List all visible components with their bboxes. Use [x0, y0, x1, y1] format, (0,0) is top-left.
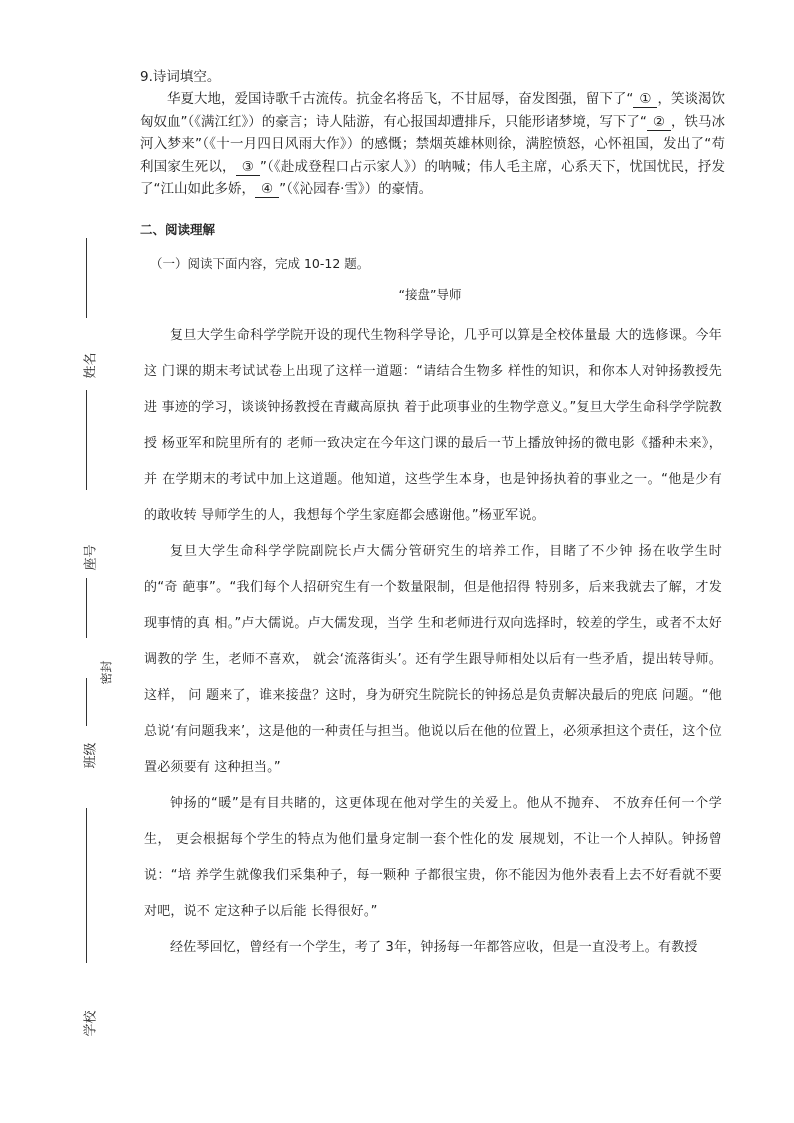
- binding-line-1: [86, 238, 87, 318]
- blank-1[interactable]: ①: [633, 91, 657, 108]
- q9-text-part-1: 华夏大地，爱国诗歌千古流传。抗金名将岳飞，不甘屈辱，奋发图强，留下了“: [167, 91, 634, 107]
- binding-line-3: [86, 578, 87, 638]
- article-body: [144, 318, 722, 966]
- school-label: 学校: [83, 1010, 99, 1037]
- question-9-heading: 9.诗词填空。: [140, 69, 221, 85]
- q9-text-part-3: ，铁马冰河入梦来”（《十一月四日风雨大作》）的感慨；禁烟英雄林则徐，满腔愤怒，心怀祖国，发出了“苟利国家生死以，: [140, 113, 725, 175]
- seat-label: 座号: [83, 544, 99, 571]
- q9-text-part-4: ”（《赴成登程口占示家人》）的呐喊；伟人毛主席，心系天下，忧国忧民，抒发了“江山如此多娇，: [140, 158, 726, 197]
- name-label: 姓名: [83, 352, 99, 379]
- article-paragraph: 经佐琴回忆，曾经有一个学生，考了 3年，钟扬每一年都答应收，但是一直没考上。有教授: [170, 940, 698, 955]
- blank-4[interactable]: ④: [255, 181, 279, 198]
- binding-line-4: [86, 678, 87, 726]
- class-label: 班级: [83, 742, 99, 769]
- q9-text-part-2: ，笑谈渴饮匈奴血”（《满江红》）的豪言；诗人陆游，有心报国却遭排斥，只能形诸梦境，写下了“: [140, 91, 726, 130]
- blank-2[interactable]: ②: [647, 114, 671, 131]
- binding-line-2: [86, 390, 87, 490]
- binding-margin: [0, 0, 130, 1123]
- article-title: “接盘”导师: [398, 287, 462, 302]
- sub-section-heading: （一）阅读下面内容，完成 10-12 题。: [150, 256, 370, 271]
- q9-text-part-5: ”（《沁园春·雪》）的豪情。: [279, 181, 433, 197]
- article-paragraph: 复旦大学生命科学学院开设的现代生物科学导论，几乎可以算是全校体量最 大的选修课。今年这 门课的期末考试试卷上出现了这样一道题：“请结合生物多 样性的知识，和你本人对钟扬教授先进 事迹的学习，谈谈钟扬教授在青藏高原执 着于此项事业的生物学意义。”复旦大学生命科学学院教授 杨亚军和院里所有的 老师一致决定在今年这门课的最后一节上播放钟扬的微电影《播种未来》，并 在学期末的考试中加上这道题。他知道，这些学生本身，也是钟扬执着的事业之一。“他是少有的敢收转 导师学生的人，我想每个学生家庭都会感谢他。”杨亚军说。: [144, 328, 722, 523]
- section-heading: 二、阅读理解: [140, 222, 216, 237]
- blank-3[interactable]: ③: [236, 159, 260, 176]
- binding-line-5: [86, 808, 87, 963]
- seal-text: 密封: [99, 660, 114, 685]
- question-9: [140, 66, 725, 201]
- question-9-text: [140, 88, 725, 201]
- article-paragraph: 复旦大学生命科学学院副院长卢大儒分管研究生的培养工作，目睹了不少钟 扬在收学生时的“奇 葩事”。“我们每个人招研究生有一个数量限制，但是他招得 特别多，后来我就去了解，才发现事情的真 相。”卢大儒说。卢大儒发现，当学 生和老师进行双向选择时，较差的学生，或者不太好调教的学 生，老师不喜欢， 就会‘流落街头’。还有学生跟导师相处以后有一些矛盾，提出转导师。这样， 问 题来了，谁来接盘？这时，身为研究生院院长的钟扬总是负责解决最后的兜底 问题。“他总说‘有问题我来’，这是他的一种责任与担当。他说以后在他的位置上，必须承担这个责任，这个位置必须要有 这种担当。”: [144, 544, 722, 775]
- article-paragraph: 钟扬的“暖”是有目共睹的，这更体现在他对学生的关爱上。他从不抛弃、 不放弃任何一个学生， 更会根据每个学生的特点为他们量身定制一套个性化的发 展规划，不让一个人掉队。钟扬曾说：“培 养学生就像我们采集种子，每一颗种 子都很宝贵，你不能因为他外表看上去不好看就不要对吧，说不 定这种子以后能 长得很好。”: [144, 796, 722, 919]
